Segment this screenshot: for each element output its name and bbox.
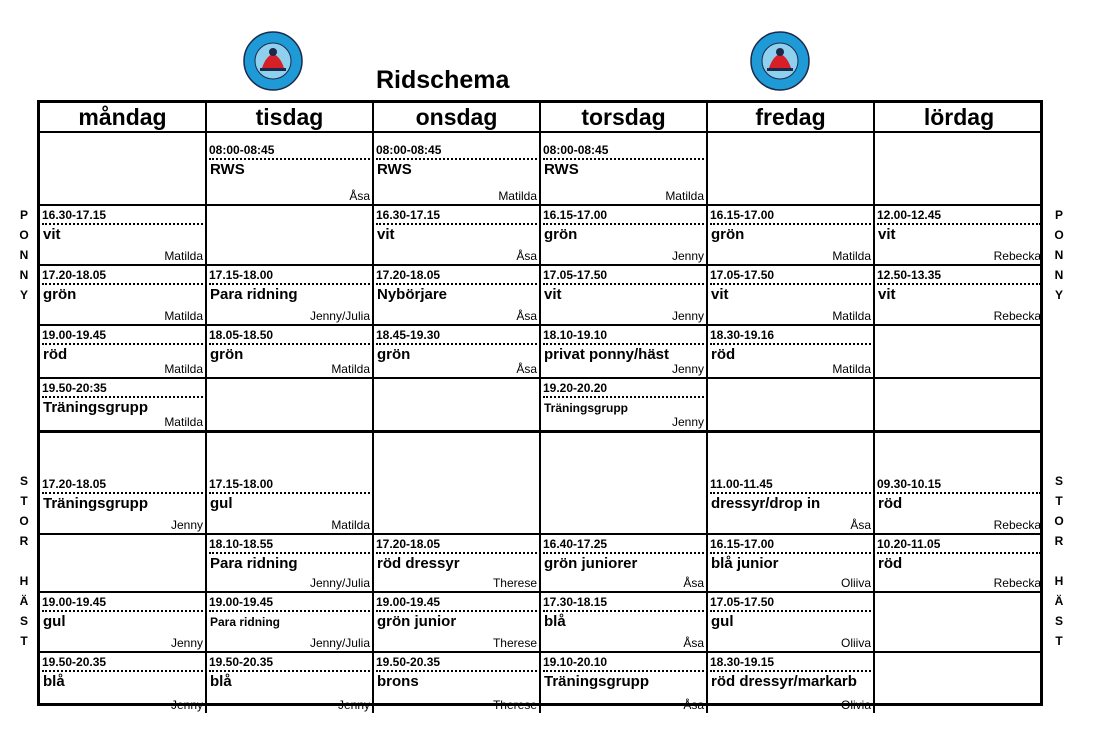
instructor-name: Jenny [170,698,203,712]
side-letter: T [1055,634,1063,648]
instructor-name: Matilda [832,362,871,376]
schedule-cell [875,593,1043,653]
side-letter: Ä [1054,594,1064,608]
schedule-cell [374,535,541,593]
instructor-name: Jenny/Julia [309,309,370,323]
schedule-cell [40,266,207,326]
time-slot: 18.10-19.10 [543,328,704,345]
instructor-name: Åsa [516,249,537,263]
side-letter: H [19,574,29,588]
instructor-name: Rebecka [993,249,1041,263]
activity-name: vit [878,226,896,243]
time-slot: 19.00-19.45 [42,595,203,612]
side-letter: O [19,514,29,528]
side-letter: T [20,634,28,648]
schedule-cell [374,433,541,535]
side-letter: P [1054,208,1063,222]
side-letter: T [1055,494,1063,508]
activity-name: Nybörjare [377,286,448,303]
club-logo-icon [242,30,304,92]
time-slot: 18.30-19.15 [710,655,871,672]
schedule-cell [207,266,374,326]
schedule-cell [541,206,708,266]
activity-name: Träningsgrupp [43,399,148,416]
instructor-name: Jenny/Julia [309,576,370,590]
schedule-cell [541,133,708,206]
day-header-2: onsdag [374,103,541,133]
side-letter: N [19,248,29,262]
instructor-name: Åsa [683,576,704,590]
schedule-cell [708,133,875,206]
instructor-name: Matilda [164,309,203,323]
instructor-name: Matilda [164,415,203,429]
instructor-name: Jenny [170,518,203,532]
schedule-cell [40,535,207,593]
instructor-name: Jenny [671,249,704,263]
day-header-4: fredag [708,103,875,133]
time-slot: 11.00-11.45 [710,477,871,494]
schedule-cell [40,326,207,379]
side-letter: O [1054,228,1064,242]
schedule-cell [374,379,541,433]
day-header-1: tisdag [207,103,374,133]
instructor-name: Åsa [683,636,704,650]
activity-name: röd [43,346,68,363]
time-slot: 18.45-19.30 [376,328,537,345]
time-slot: 17.20-18.05 [376,537,537,554]
activity-name: Träningsgrupp [544,673,649,690]
day-header-0: måndag [40,103,207,133]
instructor-name: Matilda [164,362,203,376]
time-slot: 19.00-19.45 [42,328,203,345]
day-header-5: lördag [875,103,1043,133]
instructor-name: Åsa [516,362,537,376]
instructor-name: Therese [492,636,537,650]
page-title: Ridschema [376,66,510,94]
side-letter: S [19,614,28,628]
instructor-name: Oliiva [840,636,871,650]
time-slot: 17.05-17.50 [710,595,871,612]
schedule-cell [40,593,207,653]
schedule-cell [708,593,875,653]
time-slot: 16.30-17.15 [42,208,203,225]
time-slot: 19.00-19.45 [376,595,537,612]
instructor-name: Rebecka [993,518,1041,532]
activity-name: röd [711,346,736,363]
schedule-cell [875,379,1043,433]
side-letter: N [19,268,29,282]
side-label-pony-right [1051,205,1067,305]
activity-name: Träningsgrupp [43,495,148,512]
time-slot: 17.20-18.05 [376,268,537,285]
schedule-cell [374,266,541,326]
instructor-name: Matilda [498,189,537,203]
time-slot: 19.00-19.45 [209,595,370,612]
activity-name: privat ponny/häst [544,346,670,363]
time-slot: 08:00-08:45 [376,143,537,160]
activity-name: Para ridning [210,555,298,572]
time-slot: 18.10-18.55 [209,537,370,554]
schedule-cell [708,326,875,379]
schedule-cell [40,653,207,713]
logo-left [242,30,304,92]
side-letter: R [19,534,29,548]
instructor-name: Therese [492,576,537,590]
time-slot: 19.50-20.35 [42,655,203,672]
time-slot: 16.30-17.15 [376,208,537,225]
time-slot: 08:00-08:45 [209,143,370,160]
side-letter: H [1054,574,1064,588]
schedule-cell [374,326,541,379]
time-slot: 12.50-13.35 [877,268,1041,285]
time-slot: 17.20-18.05 [42,268,203,285]
time-slot: 19.50-20:35 [42,381,203,398]
time-slot: 16.15-17.00 [710,537,871,554]
schedule-cell [708,266,875,326]
side-letter: S [1054,474,1063,488]
activity-name: brons [377,673,419,690]
schedule-cell [374,593,541,653]
instructor-name: Olivia [840,698,871,712]
time-slot: 18.05-18.50 [209,328,370,345]
side-letter: S [1054,614,1063,628]
activity-name: grön [544,226,578,243]
time-slot: 19.50-20.35 [376,655,537,672]
schedule-cell [875,653,1043,713]
schedule-cell [541,379,708,433]
instructor-name: Rebecka [993,309,1041,323]
instructor-name: Åsa [349,189,370,203]
side-letter: P [19,208,28,222]
side-letter: T [20,494,28,508]
time-slot: 16.40-17.25 [543,537,704,554]
schedule-cell [541,653,708,713]
schedule-cell [708,206,875,266]
schedule-cell [40,133,207,206]
activity-name: gul [210,495,233,512]
activity-name: Träningsgrupp [544,401,628,415]
activity-name: vit [544,286,562,303]
time-slot: 17.30-18.15 [543,595,704,612]
time-slot: 17.05-17.50 [710,268,871,285]
instructor-name: Matilda [331,518,370,532]
side-letter: Ä [19,594,29,608]
time-slot: 18.30-19.16 [710,328,871,345]
instructor-name: Oliiva [840,576,871,590]
activity-name: grön juniorer [544,555,638,572]
side-label-stor-hast-left [16,471,32,651]
schedule-cell [541,433,708,535]
side-letter: Y [1054,288,1063,302]
time-slot: 19.10-20.10 [543,655,704,672]
side-letter: N [1054,248,1064,262]
time-slot: 17.15-18.00 [209,268,370,285]
schedule-cell [875,326,1043,379]
schedule-cell [40,433,207,535]
schedule-cell [207,433,374,535]
schedule-cell [708,379,875,433]
schedule-cell [207,593,374,653]
side-letter: S [19,474,28,488]
activity-name: blå [210,673,232,690]
instructor-name: Åsa [683,698,704,712]
activity-name: RWS [544,161,579,178]
schedule-cell [541,593,708,653]
time-slot: 19.50-20.35 [209,655,370,672]
schedule-cell [875,266,1043,326]
time-slot: 08:00-08:45 [543,143,704,160]
schedule-cell [40,379,207,433]
instructor-name: Matilda [331,362,370,376]
instructor-name: Matilda [665,189,704,203]
instructor-name: Matilda [832,309,871,323]
activity-name: RWS [210,161,245,178]
activity-name: grön [43,286,77,303]
activity-name: dressyr/drop in [711,495,821,512]
activity-name: Para ridning [210,286,298,303]
activity-name: grön [711,226,745,243]
side-letter: O [19,228,29,242]
day-header-3: torsdag [541,103,708,133]
activity-name: RWS [377,161,412,178]
side-letter: R [1054,534,1064,548]
schedule-cell [374,653,541,713]
schedule-cell [708,433,875,535]
instructor-name: Jenny [337,698,370,712]
activity-name: blå [43,673,65,690]
time-slot: 10.20-11.05 [877,537,1041,554]
activity-name: vit [43,226,61,243]
activity-name: vit [711,286,729,303]
schedule-cell [708,653,875,713]
schedule-cell [875,206,1043,266]
instructor-name: Jenny [671,309,704,323]
activity-name: vit [377,226,395,243]
activity-name: blå [544,613,566,630]
schedule-cell [207,133,374,206]
schedule-cell [374,133,541,206]
schedule-cell [875,535,1043,593]
schedule-cell [541,535,708,593]
side-letter [1051,551,1067,571]
activity-name: röd dressyr/markarb [711,673,857,690]
activity-name: blå junior [711,555,779,572]
activity-name: vit [878,286,896,303]
activity-name: grön [377,346,411,363]
activity-name: Para ridning [210,615,281,629]
schedule-cell [541,266,708,326]
instructor-name: Matilda [832,249,871,263]
activity-name: grön [210,346,244,363]
instructor-name: Åsa [516,309,537,323]
instructor-name: Therese [492,698,537,712]
schedule-cell [875,433,1043,535]
activity-name: gul [43,613,66,630]
side-letter [16,551,32,571]
logo-right [749,30,811,92]
instructor-name: Jenny [671,362,704,376]
time-slot: 09.30-10.15 [877,477,1041,494]
side-letter: O [1054,514,1064,528]
schedule-cell [207,653,374,713]
activity-name: röd [878,555,903,572]
schedule-cell [374,206,541,266]
schedule-cell [40,206,207,266]
schedule-cell [207,326,374,379]
time-slot: 12.00-12.45 [877,208,1041,225]
side-label-stor-hast-right [1051,471,1067,651]
activity-name: gul [711,613,734,630]
schedule-cell [207,379,374,433]
schedule-cell [875,133,1043,206]
side-letter: Y [19,288,28,302]
club-logo-icon [749,30,811,92]
schedule-cell [708,535,875,593]
time-slot: 16.15-17.00 [710,208,871,225]
time-slot: 17.15-18.00 [209,477,370,494]
time-slot: 17.20-18.05 [42,477,203,494]
instructor-name: Matilda [164,249,203,263]
activity-name: röd [878,495,903,512]
schedule-cell [207,206,374,266]
schedule-cell [541,326,708,379]
instructor-name: Rebecka [993,576,1041,590]
instructor-name: Jenny [170,636,203,650]
time-slot: 17.05-17.50 [543,268,704,285]
instructor-name: Åsa [850,518,871,532]
schedule-table [37,100,1043,712]
activity-name: grön junior [377,613,457,630]
time-slot: 19.20-20.20 [543,381,704,398]
instructor-name: Jenny [671,415,704,429]
schedule-cell [207,535,374,593]
time-slot: 16.15-17.00 [543,208,704,225]
instructor-name: Jenny/Julia [309,636,370,650]
side-label-pony-left [16,205,32,305]
activity-name: röd dressyr [377,555,460,572]
side-letter: N [1054,268,1064,282]
